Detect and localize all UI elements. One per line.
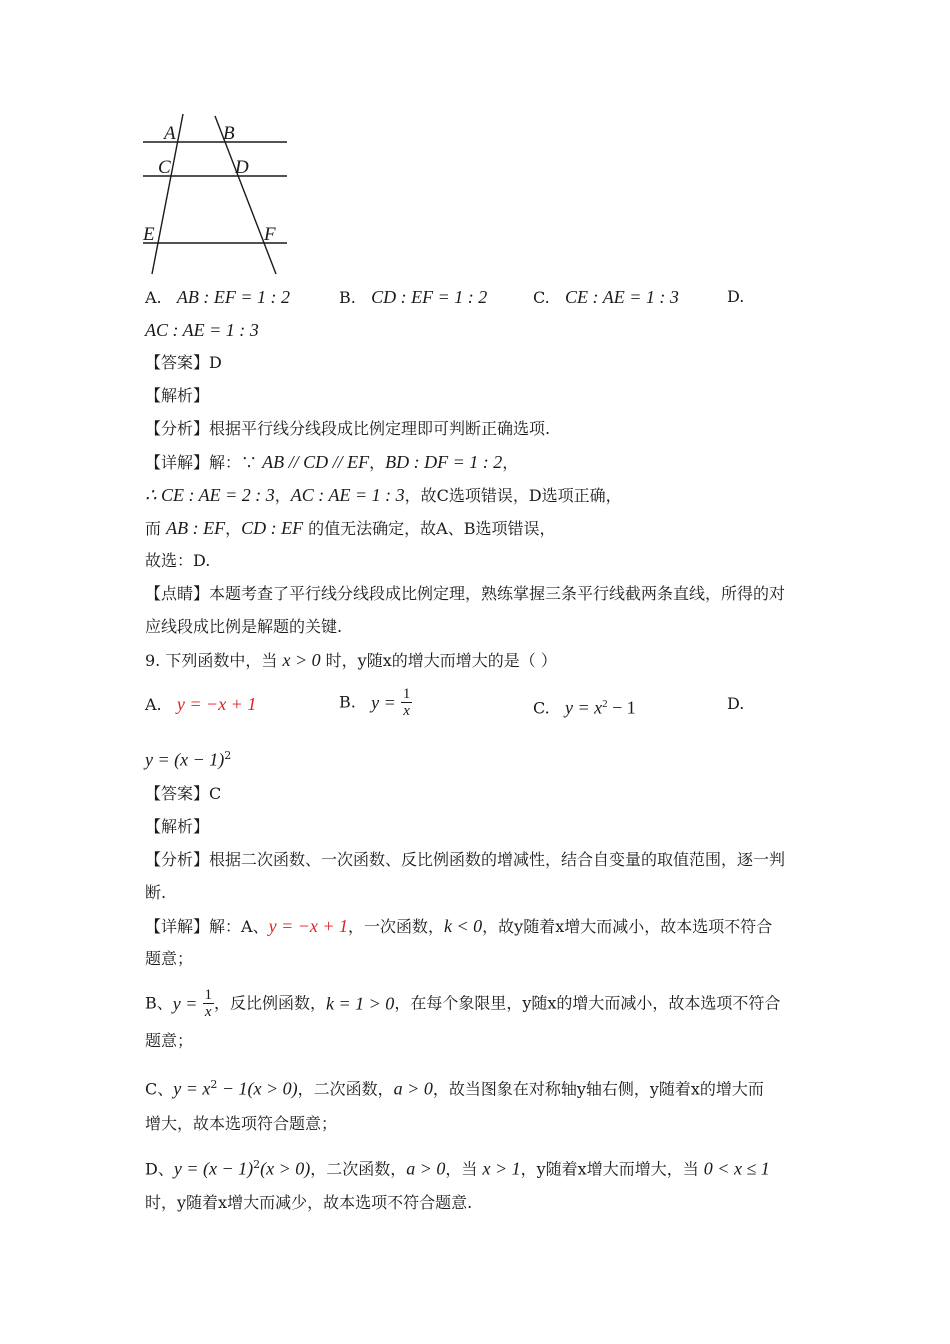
q9-analysis-heading: 【解析】 [145, 817, 210, 836]
q8-dianjing-1: 【点睛】本题考查了平行线分线段成比例定理，熟练掌握三条平行线截两条直线，所得的对 [145, 584, 786, 603]
q8-detail-3: 而 AB : EF，CD : EF 的值无法确定，故A、B选项错误， [145, 518, 556, 538]
q8-fenxi: 【分析】根据平行线分线段成比例定理即可判断正确选项. [145, 419, 551, 438]
parallel-lines-figure [135, 112, 305, 282]
q8-detail-4: 故选：D. [145, 551, 211, 570]
q9-option-d-prefix: D. [727, 694, 745, 713]
q9-detail-c-line2: 增大，故本选项符合题意； [145, 1114, 338, 1133]
q9-detail-b-tail: 题意； [145, 1031, 194, 1050]
label-d: D [235, 157, 249, 178]
q9-fenxi-2: 断. [145, 883, 167, 902]
q9-detail-d: D、$y = (x - 1)^2(x > 0)$，二次函数，a > 0，当 x > 1，y随着x增大而增大，当 0 < x ≤ 1 [145, 1158, 770, 1179]
q8-option-b: B. CD : EF = 1 : 2 [339, 287, 488, 307]
q8-option-a: A. AB : EF = 1 : 2 [145, 287, 291, 307]
q9-stem: 9. 下列函数中，当 x > 0 时，y随x的增大而增大的是（ ） [145, 650, 557, 670]
q8-detail-2: ∴ CE : AE = 2 : 3，AC : AE = 1 : 3，故C选项错误，D选项正确， [145, 485, 622, 505]
q9-option-b: B. y = $\frac{1}{x}$ [339, 686, 411, 719]
q9-detail-a: 【详解】解：A、y = −x + 1，一次函数，k < 0，故y随着x增大而减小，故本选项不符合 [145, 916, 773, 936]
q8-option-d: AC : AE = 1 : 3 [145, 320, 259, 340]
label-a: A [164, 123, 176, 144]
q9-fenxi-1: 【分析】根据二次函数、一次函数、反比例函数的增减性，结合自变量的取值范围，逐一判 [145, 850, 786, 869]
q8-dianjing-2: 应线段成比例是解题的关键. [145, 617, 343, 636]
q8-option-c: C. CE : AE = 1 : 3 [533, 287, 679, 307]
q8-answer: 【答案】D [145, 353, 222, 372]
q9-detail-b: B、y = $\frac{1}{x}$ ，反比例函数，k = 1 > 0，在每个象限里，y随x的增大而减小，故本选项不符合 [145, 987, 781, 1020]
q9-detail-c: C、$y = x^2 - 1(x > 0)$，二次函数，a > 0，故当图象在对称轴y轴右侧，y随着x的增大而 [145, 1078, 764, 1099]
q9-option-a: A. y = −x + 1 [145, 694, 257, 714]
q9-option-d: $y = (x - 1)^2$ [145, 749, 232, 770]
q8-detail-1: 【详解】解：∵ AB // CD // EF，BD : DF = 1 : 2， [145, 452, 519, 472]
q9-detail-d-line2: 时，y随着x增大而减少，故本选项不符合题意. [145, 1193, 473, 1212]
q8-option-d-prefix: D. [727, 287, 745, 306]
q9-option-b-fraction: $\frac{1}{x}$ [402, 686, 411, 719]
label-c: C [158, 157, 171, 178]
label-e: E [143, 224, 155, 245]
label-f: F [264, 224, 276, 245]
q9-option-c: C. $y = x^2 - 1$ [533, 697, 636, 718]
label-b: B [223, 123, 235, 144]
q9-answer: 【答案】C [145, 784, 222, 803]
q9-detail-b-fraction: $\frac{1}{x}$ [204, 987, 212, 1020]
q9-detail-a-tail: 题意； [145, 949, 194, 968]
q8-analysis-heading: 【解析】 [145, 386, 210, 405]
